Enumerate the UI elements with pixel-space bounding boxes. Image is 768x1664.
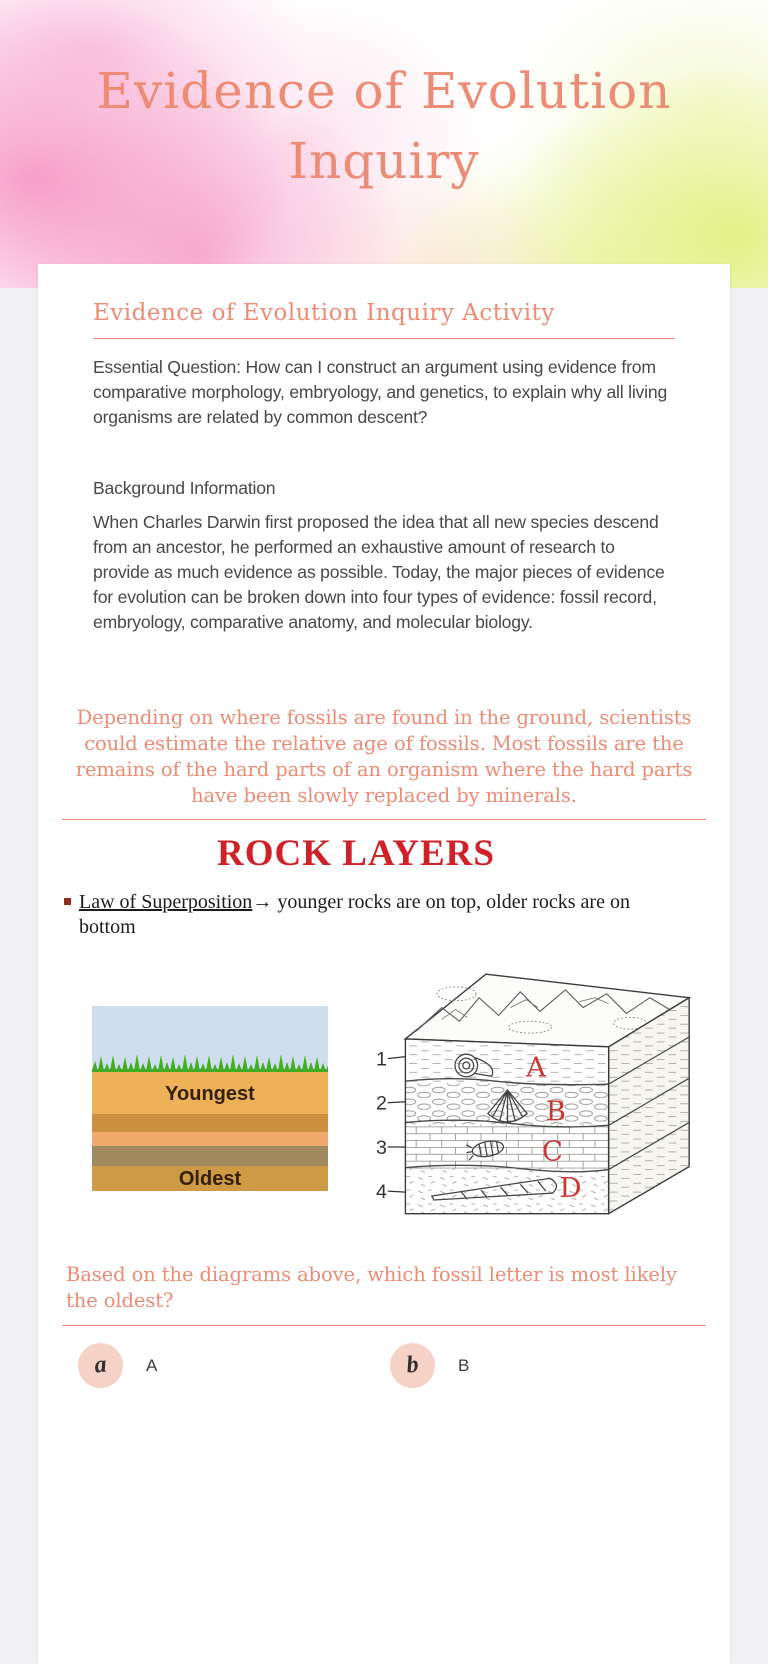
answer-options xyxy=(62,1343,706,1388)
essential-question-text: Essential Question: How can I construct an argument using evidence from comparative morphology, embryology, and genetics, to explain why all living organisms are related by common descent? xyxy=(93,357,668,427)
activity-section xyxy=(38,264,730,635)
fossil-letter-c: C xyxy=(541,1135,563,1168)
layer-number: 1 xyxy=(375,1048,387,1071)
worksheet-card xyxy=(38,264,730,1664)
rock-block-diagram xyxy=(373,966,697,1216)
layer-number: 3 xyxy=(375,1136,387,1159)
fossil-letter-a: A xyxy=(526,1051,547,1084)
law-label: Law of Superposition xyxy=(79,891,253,913)
question-text: Based on the diagrams above, which fossil letter is most likely the oldest? xyxy=(66,1263,677,1312)
leader-lines xyxy=(388,1057,406,1192)
page-title: Evidence of Evolution Inquiry xyxy=(96,62,672,190)
option-b-label: B xyxy=(458,1355,470,1375)
fossil-letter-d: D xyxy=(559,1172,582,1205)
answer-option-b[interactable] xyxy=(384,1343,706,1388)
background-info-text: When Charles Darwin first proposed the idea that all new species descend from an ancestor, he performed an exhaustive amount of research to provide as much evidence as possible. Today, the major pieces of evidence for evolution can be broken down into four types of evidence: fossil record, embryology, comparative anatomy, and molecular biology. xyxy=(93,512,665,632)
fossil-letter-b: B xyxy=(545,1095,567,1128)
question-section xyxy=(38,1262,730,1388)
soil-layers-diagram xyxy=(92,1006,328,1191)
option-a-badge[interactable]: a xyxy=(76,1341,125,1390)
law-text: younger rocks are on top, older rocks are on bottom xyxy=(79,891,630,938)
oldest-label: Oldest xyxy=(178,1168,242,1190)
layer-number: 4 xyxy=(375,1181,387,1204)
rock-layers-figure xyxy=(38,820,730,1216)
question-divider xyxy=(62,1325,706,1326)
layer-3 xyxy=(92,1132,328,1146)
law-of-superposition-line xyxy=(64,890,664,940)
option-a-label: A xyxy=(146,1355,158,1375)
fossil-intro-text: Depending on where fossils are found in the ground, scientists could estimate the relative age of fossils. Most fossils are the remains of the hard parts of an organism where the hard parts have been slowly replaced by minerals. xyxy=(75,706,693,807)
bullet-square-icon xyxy=(64,898,71,905)
diagrams-row xyxy=(62,966,706,1216)
youngest-label: Youngest xyxy=(165,1083,255,1105)
arrow-right-icon: → xyxy=(252,891,273,913)
figure-title: ROCK LAYERS xyxy=(217,833,495,874)
watercolor-header xyxy=(0,0,768,288)
heading-divider xyxy=(93,338,675,339)
layer-2 xyxy=(92,1114,328,1132)
layer-number: 2 xyxy=(375,1092,387,1115)
option-b-badge[interactable]: b xyxy=(388,1341,437,1390)
layer-4 xyxy=(92,1146,328,1166)
background-info-label: Background Information xyxy=(93,478,276,498)
answer-option-a[interactable] xyxy=(62,1343,384,1388)
activity-heading: Evidence of Evolution Inquiry Activity xyxy=(93,300,555,326)
